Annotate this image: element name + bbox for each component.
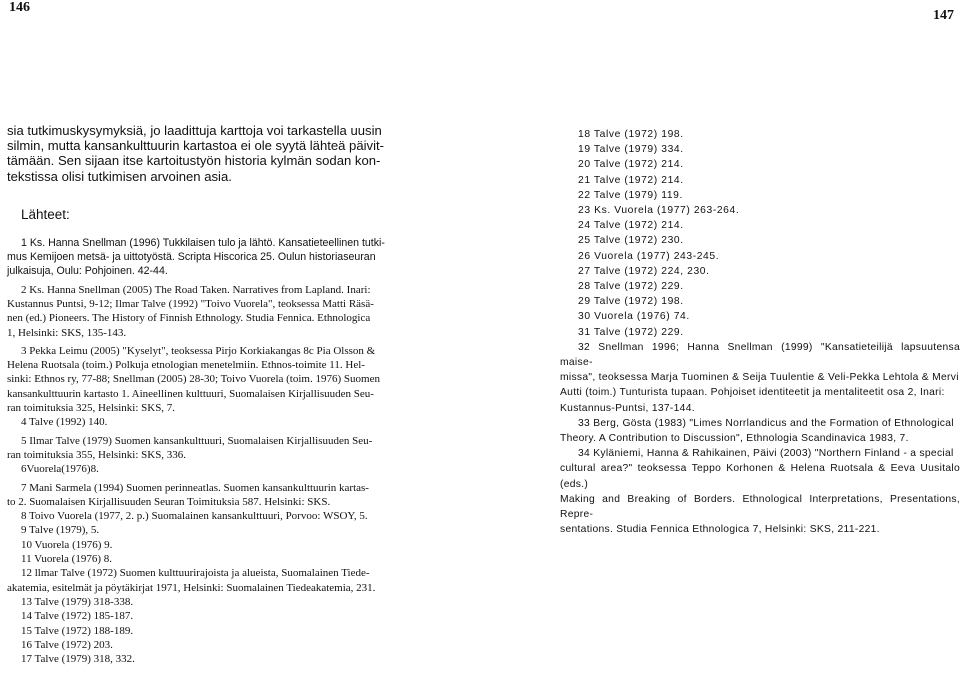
reference-line: kansankulttuurin kartasto 1. Aineellinen kulttuuri, Suomalaisen Kirjallisuuden Seu- [7, 387, 374, 400]
reference-line: julkaisuja, Oulu: Pohjoinen. 42-44. [7, 265, 168, 278]
reference-line: 17 Talve (1979) 318, 332. [21, 653, 135, 666]
references-list [7, 236, 407, 667]
reference-line: 3 Pekka Leimu (2005) "Kyselyt", teoksessa Pirjo Korkiakangas 8c Pia Olsson & [21, 344, 376, 357]
intro-line: tämään. Sen sijaan itse kartoitustyön historia kylmän sodan kon- [7, 153, 381, 169]
reference-line: 5 Ilmar Talve (1979) Suomen kansankulttuuri, Suomalaisen Kirjallisuuden Seu- [21, 434, 373, 447]
note-line: 25 Talve (1972) 230. [578, 235, 684, 247]
note-line: 31 Talve (1972) 229. [578, 326, 684, 338]
reference-line: akatemia, esitelmät ja pöytäkirjat 1971, Helsinki: Suomalainen Tiedeakatemia, 231. [7, 581, 376, 594]
intro-line: sia tutkimuskysymyksiä, jo laadittuja karttoja voi tarkastella uusin [7, 123, 382, 138]
note-line: 29 Talve (1972) 198. [578, 296, 684, 308]
note-line: cultural area?" teoksessa Teppo Korhonen & Helena Ruotsala & Eeva Uusitalo (eds.) [560, 463, 960, 490]
note-line: 28 Talve (1972) 229. [578, 281, 684, 293]
note-line: Autti (toim.) Tunturista tupaan. Pohjoiset identiteetit ja mentaliteetit osa 2, Inari: [560, 387, 945, 399]
reference-line: 14 Talve (1972) 185-187. [21, 610, 134, 623]
note-line: 26 Vuorela (1977) 243-245. [578, 250, 720, 262]
reference-line: sinki: Ethnos ry, 77-88; Snellman (2005) 28-30; Toivo Vuorela (toim. 1976) Suomen [7, 373, 380, 386]
reference-line: 2 Ks. Hanna Snellman (2005) The Road Taken. Narratives from Lapland. Inari: [21, 283, 371, 296]
intro-line: silmin, mutta kansankulttuurin kartastoa ei ole syytä lähteä päivit- [7, 138, 384, 154]
reference-line: 1, Helsinki: SKS, 135-143. [7, 326, 127, 339]
note-line: Kustannus-Puntsi, 137-144. [560, 402, 695, 414]
sources-heading: Lähteet: [21, 206, 70, 222]
reference-line: 9 Talve (1979), 5. [21, 524, 100, 537]
reference-line: nen (ed.) Pioneers. The History of Finnish Ethnology. Studia Fennica. Ethnologica [7, 312, 371, 325]
reference-line: 15 Talve (1972) 188-189. [21, 624, 134, 637]
reference-line: 11 Vuorela (1976) 8. [21, 553, 112, 566]
note-line: missa", teoksessa Marja Tuominen & Seija Tuulentie & Veli-Pekka Lehtola & Mervi [560, 372, 959, 384]
note-line: 27 Talve (1972) 224, 230. [578, 265, 710, 277]
reference-line: 16 Talve (1972) 203. [21, 638, 113, 651]
note-line: 18 Talve (1972) 198. [578, 129, 684, 140]
reference-line: 6Vuorela(1976)8. [21, 463, 99, 476]
note-line: 24 Talve (1972) 214. [578, 220, 684, 232]
reference-line: 7 Mani Sarmela (1994) Suomen perinneatlas. Suomen kansankulttuurin kartas- [21, 481, 369, 494]
reference-line: 10 Vuorela (1976) 9. [21, 538, 113, 551]
note-line: 23 Ks. Vuorela (1977) 263-264. [578, 205, 740, 217]
reference-line: ran toimituksia 325, Helsinki: SKS, 7. [7, 402, 176, 415]
intro-paragraph [7, 123, 407, 184]
note-line: 33 Berg, Gösta (1983) "Limes Norrlandicus and the Formation of Ethnological [578, 417, 954, 429]
reference-line: Helena Ruotsala (toim.) Polkuja etnologian menetelmiin. Ethnos-toimite 11. Hel- [7, 359, 365, 372]
note-line: 21 Talve (1972) 214. [578, 174, 684, 186]
reference-line: to 2. Suomalaisen Kirjallisuuden Seuran Toimituksia 587. Helsinki: SKS. [7, 495, 331, 508]
note-line: 34 Kyläniemi, Hanna & Rahikainen, Päivi (2003) "Northern Finland - a special [578, 448, 954, 460]
left-column [7, 123, 407, 666]
page-number-left: 146 [9, 0, 30, 15]
reference-line: 4 Talve (1992) 140. [21, 416, 108, 429]
reference-line: ran toimituksia 355, Helsinki: SKS, 336. [7, 448, 187, 461]
page-number-right: 147 [933, 8, 954, 23]
right-column [560, 127, 960, 537]
reference-line: Kustannus Puntsi, 9-12; Ilmar Talve (1992) "Toivo Vuorela", teoksessa Matti Räsä- [7, 298, 374, 310]
reference-line: 12 llmar Talve (1972) Suomen kulttuurirajoista ja alueista, Suomalainen Tiede- [21, 567, 370, 580]
note-line: 19 Talve (1979) 334. [578, 144, 684, 156]
reference-line: 13 Talve (1979) 318-338. [21, 595, 134, 608]
intro-line: tekstissa olisi tutkimisen arvoinen asia. [7, 168, 232, 184]
note-line: Making and Breaking of Borders. Ethnological Interpretations, Presentations, Repre- [560, 493, 960, 521]
reference-line: mus Kemijoen metsä- ja uittotyöstä. Scripta Hiscorica 25. Oulun historiaseuran [7, 251, 376, 264]
note-line: 22 Talve (1979) 119. [578, 189, 683, 201]
reference-line: 8 Toivo Vuorela (1977, 2. p.) Suomalainen kansankulttuuri, Porvoo: WSOY, 5. [21, 510, 368, 523]
note-line: sentations. Studia Fennica Ethnologica 7, Helsinki: SKS, 211-221. [560, 524, 880, 536]
note-line: 32 Snellman 1996; Hanna Snellman (1999) "Kansatieteilijä lapsuutensa maise- [560, 341, 960, 369]
note-line: 30 Vuorela (1976) 74. [578, 311, 690, 323]
note-line: 20 Talve (1972) 214. [578, 159, 684, 171]
reference-line: 1 Ks. Hanna Snellman (1996) Tukkilaisen tulo ja lähtö. Kansatieteellinen tutki- [21, 236, 385, 249]
note-line: Theory. A Contribution to Discussion", Ethnologia Scandinavica 1983, 7. [560, 433, 909, 445]
